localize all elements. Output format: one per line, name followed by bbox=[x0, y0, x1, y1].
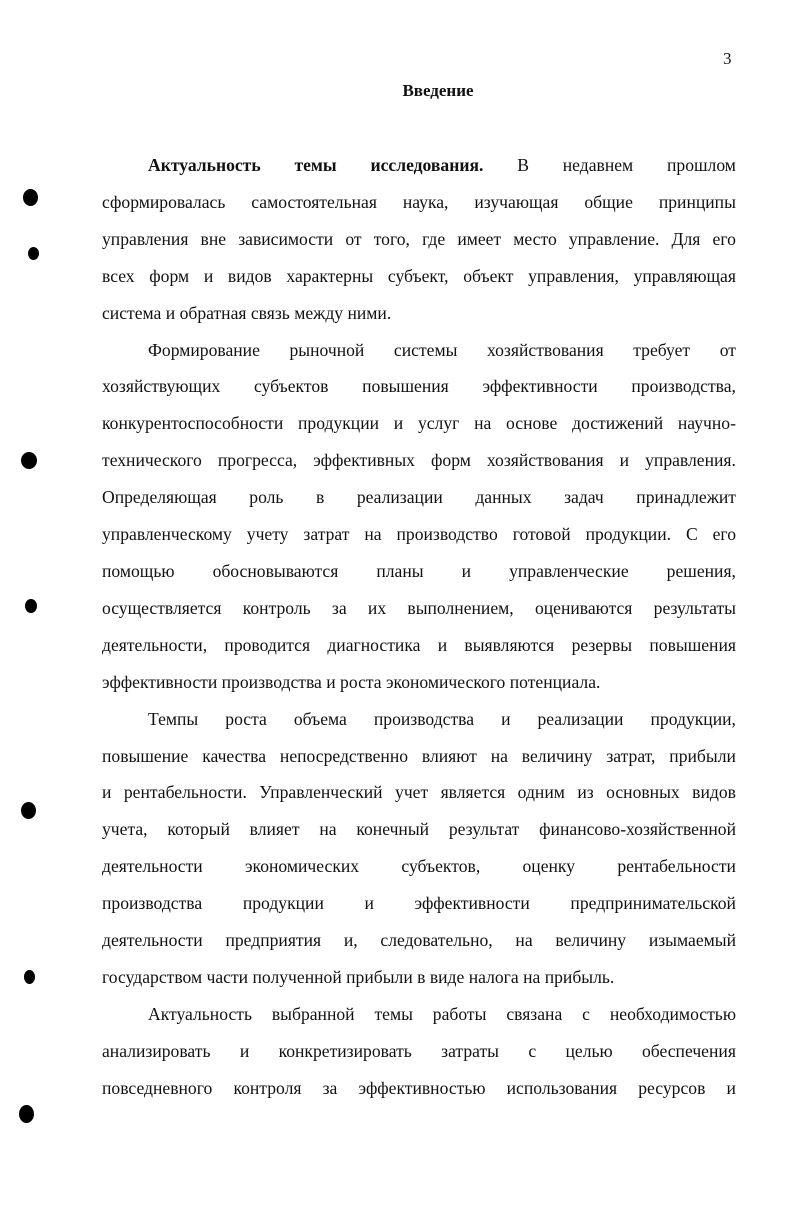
line-word: производства bbox=[373, 708, 475, 729]
page-number: 3 bbox=[723, 49, 732, 68]
line-word: продукции, bbox=[650, 708, 736, 729]
line-word: хозяйствования bbox=[487, 339, 604, 360]
line-word: качества bbox=[202, 745, 267, 766]
line-word: на bbox=[515, 930, 533, 951]
line-word: повышение bbox=[102, 745, 189, 766]
line-word: реализации bbox=[356, 487, 443, 508]
text-line bbox=[102, 811, 736, 848]
text-line bbox=[102, 516, 736, 553]
text-line bbox=[102, 258, 736, 295]
line-word: Управленческий bbox=[259, 782, 383, 803]
line-word: субъектов, bbox=[401, 856, 481, 877]
text-line bbox=[102, 442, 736, 479]
line-word: повседневного bbox=[102, 1077, 213, 1098]
line-word: Определяющая bbox=[102, 487, 217, 508]
line-word: помощью bbox=[102, 560, 175, 581]
line-word: резервы bbox=[571, 634, 633, 655]
line-word: зависимости bbox=[238, 228, 334, 249]
line-word: В bbox=[517, 155, 529, 175]
line-word: и bbox=[102, 782, 112, 803]
line-word: изучающая bbox=[474, 191, 559, 212]
line-word: предприятия bbox=[225, 930, 322, 951]
body-text bbox=[102, 147, 736, 1107]
line-word: анализировать bbox=[102, 1040, 211, 1061]
punch-hole bbox=[24, 970, 35, 984]
line-word: эффективных bbox=[313, 450, 415, 471]
line-word: диагностика bbox=[327, 634, 421, 655]
punch-hole bbox=[19, 1105, 34, 1123]
line-word: технического bbox=[102, 450, 202, 471]
line-word: работы bbox=[432, 1003, 487, 1024]
line-word: где bbox=[422, 228, 446, 249]
line-word: управление. bbox=[568, 228, 660, 249]
line-word: научно- bbox=[677, 413, 736, 434]
line-word: обеспечения bbox=[641, 1040, 736, 1061]
text-line bbox=[102, 553, 736, 590]
line-word: от bbox=[345, 228, 362, 249]
text-line bbox=[102, 479, 736, 516]
line-word: рыночной bbox=[289, 339, 365, 360]
line-word: достижений bbox=[572, 413, 664, 434]
punch-hole bbox=[28, 247, 39, 260]
line-word: сформировалась bbox=[102, 191, 226, 212]
line-word: конкретизировать bbox=[278, 1040, 412, 1061]
line-word: Темпы bbox=[148, 708, 199, 729]
line-word: является bbox=[440, 782, 506, 803]
line-word: ресурсов bbox=[638, 1077, 706, 1098]
text-line bbox=[102, 701, 736, 738]
line-word: место bbox=[513, 228, 557, 249]
line-word: учета, bbox=[102, 819, 148, 840]
lead-phrase-word: Актуальность bbox=[148, 155, 261, 175]
line-word: с bbox=[582, 1003, 590, 1024]
line-word: результаты bbox=[653, 597, 736, 618]
line-word: рентабельности bbox=[617, 856, 736, 877]
text-line bbox=[102, 627, 736, 664]
line-word: связана bbox=[506, 1003, 563, 1024]
line-word: эффективности bbox=[414, 893, 530, 914]
line-word: и bbox=[437, 634, 448, 655]
line-word: и bbox=[501, 708, 511, 729]
line-word: контроля bbox=[233, 1077, 302, 1098]
line-word: и bbox=[239, 1040, 250, 1061]
line-word: роль bbox=[249, 487, 284, 508]
line-word: величину bbox=[521, 745, 593, 766]
line-word: целью bbox=[565, 1040, 613, 1061]
paragraph bbox=[102, 996, 736, 1107]
line-word: хозяйствующих bbox=[102, 376, 221, 397]
line-word: повышения bbox=[362, 376, 449, 397]
line-word: субъектов bbox=[253, 376, 329, 397]
text-line bbox=[102, 405, 736, 442]
paragraph bbox=[102, 701, 736, 996]
line-word: за bbox=[322, 1077, 338, 1098]
line-word: из bbox=[577, 782, 594, 803]
lead-phrase-word: темы bbox=[294, 155, 337, 175]
line-word: влияют bbox=[421, 745, 477, 766]
line-word: форм bbox=[149, 265, 190, 286]
text-line bbox=[102, 368, 736, 405]
line-word: и bbox=[364, 893, 374, 914]
line-word: системы bbox=[393, 339, 458, 360]
line-word: деятельности bbox=[102, 856, 203, 877]
line-word: предпринимательской bbox=[570, 893, 736, 914]
line-word: форм bbox=[431, 450, 471, 471]
line-word: контроль bbox=[242, 597, 311, 618]
line-word: эффективности bbox=[482, 376, 598, 397]
text-line bbox=[102, 774, 736, 811]
line-word: проводится bbox=[224, 634, 311, 655]
text-line bbox=[102, 221, 736, 258]
line-word: решения, bbox=[666, 560, 736, 581]
line-word: хозяйствования bbox=[486, 450, 604, 471]
line-word: на bbox=[474, 413, 492, 434]
text-line bbox=[102, 332, 736, 369]
line-word: оценку bbox=[522, 856, 576, 877]
line-word: С bbox=[685, 524, 698, 545]
line-word: затраты bbox=[441, 1040, 499, 1061]
line-word: и bbox=[726, 1077, 736, 1098]
line-word: рентабельности. bbox=[123, 782, 247, 803]
text-line bbox=[102, 922, 736, 959]
line-word: осуществляется bbox=[102, 597, 222, 618]
line-word: того, bbox=[373, 228, 410, 249]
line-word: основных bbox=[606, 782, 680, 803]
line-word: прибыли bbox=[669, 745, 736, 766]
line-word: выполнением, bbox=[407, 597, 514, 618]
line-word: деятельности, bbox=[102, 634, 208, 655]
line-word: недавнем bbox=[562, 155, 634, 175]
text-line bbox=[102, 1070, 736, 1107]
text-line bbox=[102, 590, 736, 627]
line-word: роста bbox=[225, 708, 267, 729]
line-word: и bbox=[461, 560, 472, 581]
text-line bbox=[102, 885, 736, 922]
line-word: управления bbox=[102, 228, 189, 249]
line-word: его bbox=[712, 228, 736, 249]
line-word: темы bbox=[374, 1003, 413, 1024]
line-word: оцениваются bbox=[534, 597, 633, 618]
line-word: выявляются bbox=[464, 634, 555, 655]
line-word: обосновываются bbox=[212, 560, 339, 581]
line-word: самостоятельная bbox=[251, 191, 377, 212]
line-word: Формирование bbox=[148, 339, 260, 360]
line-word: результат bbox=[448, 819, 520, 840]
line-word: услуг bbox=[417, 413, 460, 434]
line-word: всех bbox=[102, 265, 135, 286]
line-word: и, bbox=[343, 930, 358, 951]
line-word: управления, bbox=[528, 265, 619, 286]
punch-hole bbox=[23, 189, 38, 206]
line-word: производства bbox=[102, 893, 203, 914]
line-word: видов bbox=[227, 265, 272, 286]
line-word: задач bbox=[564, 487, 604, 508]
text-line bbox=[102, 738, 736, 775]
paragraph bbox=[102, 147, 736, 332]
line-word: видов bbox=[692, 782, 736, 803]
line-word: деятельности bbox=[102, 930, 203, 951]
line-word: затрат, bbox=[606, 745, 656, 766]
punch-hole bbox=[25, 599, 37, 613]
line-word: имеет bbox=[457, 228, 502, 249]
line-word: эффективностью bbox=[358, 1077, 486, 1098]
line-word: управления. bbox=[645, 450, 736, 471]
line-word: производство bbox=[396, 524, 498, 545]
line-word: принадлежит bbox=[636, 487, 736, 508]
line-word: реализации bbox=[537, 708, 624, 729]
line-word: от bbox=[719, 339, 736, 360]
paragraph bbox=[102, 332, 736, 701]
line-word: и bbox=[393, 413, 404, 434]
line-word: конечный bbox=[356, 819, 430, 840]
line-word: основе bbox=[506, 413, 558, 434]
line-word: управленческие bbox=[509, 560, 629, 581]
line-word: на bbox=[364, 524, 382, 545]
line-word: планы bbox=[376, 560, 424, 581]
line-word: использования bbox=[506, 1077, 618, 1098]
line-word: его bbox=[712, 524, 736, 545]
line-word: продукции bbox=[298, 413, 380, 434]
section-heading: Введение bbox=[402, 81, 474, 100]
lead-phrase-word: исследования. bbox=[370, 155, 484, 175]
line-word: следовательно, bbox=[380, 930, 493, 951]
line-word: с bbox=[528, 1040, 537, 1061]
line-word: данных bbox=[475, 487, 532, 508]
line-word: объект bbox=[463, 265, 514, 286]
line-word: на bbox=[490, 745, 508, 766]
text-line: эффективности производства и роста экономического потенциала. bbox=[102, 671, 601, 692]
line-word: и bbox=[619, 450, 630, 471]
line-word: конкурентоспособности bbox=[102, 413, 284, 434]
line-word: Для bbox=[671, 228, 701, 249]
punch-hole bbox=[21, 452, 37, 469]
line-word: принципы bbox=[658, 191, 736, 212]
line-word: готовой bbox=[512, 524, 571, 545]
punch-hole bbox=[21, 802, 36, 819]
line-word: характерны bbox=[286, 265, 374, 286]
line-word: прогресса, bbox=[217, 450, 298, 471]
line-word: наука, bbox=[402, 191, 449, 212]
line-word: необходимостью bbox=[609, 1003, 736, 1024]
line-word: который bbox=[167, 819, 230, 840]
line-word: продукции bbox=[242, 893, 324, 914]
line-word: непосредственно bbox=[279, 745, 409, 766]
line-word: в bbox=[315, 487, 325, 508]
line-word: за bbox=[331, 597, 347, 618]
line-word: затрат bbox=[303, 524, 350, 545]
line-word: одним bbox=[517, 782, 565, 803]
line-word: вне bbox=[200, 228, 227, 249]
line-word: их bbox=[367, 597, 387, 618]
text-line: государством части полученной прибыли в виде налога на прибыль. bbox=[102, 966, 615, 987]
line-word: продукции. bbox=[585, 524, 672, 545]
line-word: прошлом bbox=[667, 155, 736, 175]
line-word: управляющая bbox=[633, 265, 736, 286]
line-word: требует bbox=[633, 339, 691, 360]
line-word: субъект, bbox=[387, 265, 449, 286]
line-word: на bbox=[319, 819, 337, 840]
line-word: повышения bbox=[649, 634, 736, 655]
line-word: финансово-хозяйственной bbox=[539, 819, 736, 840]
text-line: система и обратная связь между ними. bbox=[102, 302, 392, 323]
text-line bbox=[102, 996, 736, 1033]
text-line bbox=[102, 848, 736, 885]
line-word: экономических bbox=[245, 856, 360, 877]
line-word: выбранной bbox=[271, 1003, 355, 1024]
text-line bbox=[102, 1033, 736, 1070]
line-word: производства, bbox=[631, 376, 736, 397]
line-word: учет bbox=[395, 782, 429, 803]
line-word: управленческому bbox=[102, 524, 232, 545]
line-word: величину bbox=[555, 930, 627, 951]
line-word: влияет bbox=[249, 819, 300, 840]
text-line bbox=[102, 147, 736, 184]
line-word: Актуальность bbox=[148, 1003, 252, 1024]
line-word: общие bbox=[584, 191, 633, 212]
line-word: объема bbox=[293, 708, 347, 729]
line-word: и bbox=[203, 265, 214, 286]
line-word: изымаемый bbox=[648, 930, 736, 951]
line-word: учету bbox=[246, 524, 289, 545]
text-line bbox=[102, 184, 736, 221]
